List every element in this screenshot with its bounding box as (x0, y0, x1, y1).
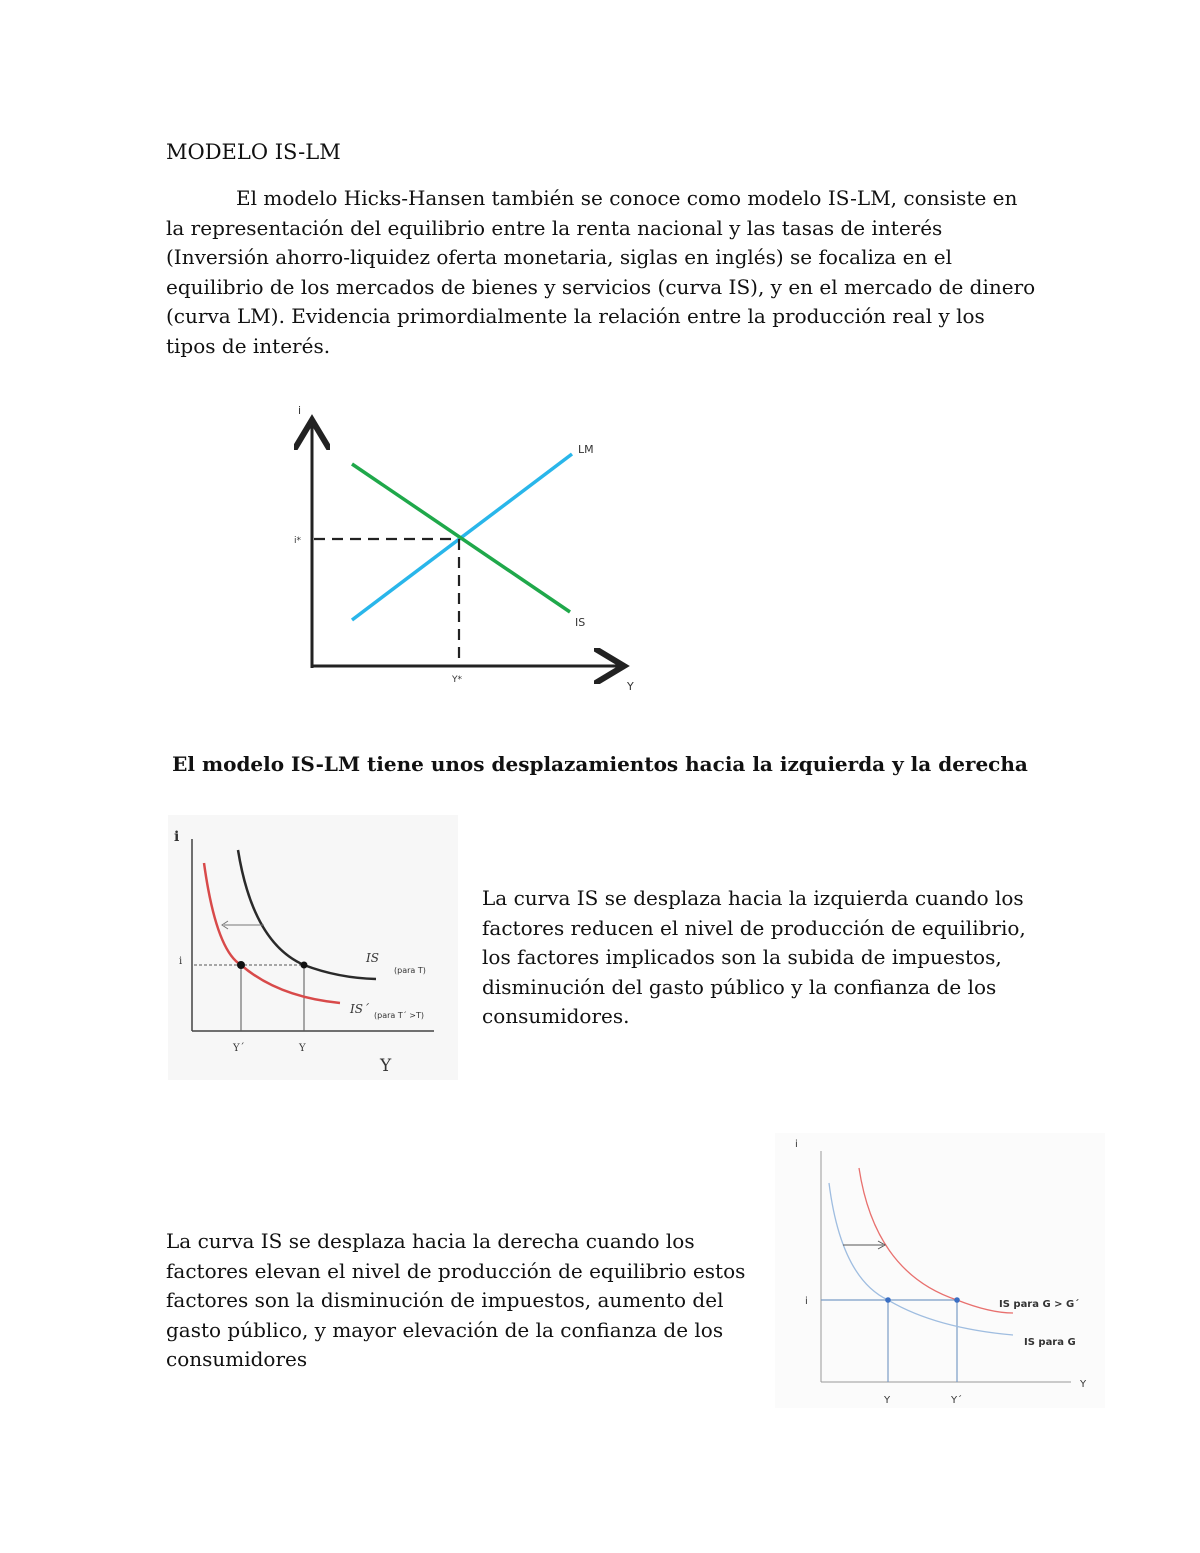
lm-label: LM (578, 443, 594, 456)
is-label: IS (575, 616, 586, 629)
y-prime-tick: Y´ (233, 1043, 245, 1054)
y-prime-tick: Y´ (951, 1395, 963, 1406)
intro-paragraph: El modelo Hicks-Hansen también se conoce como modelo IS-LM, consiste en la representación del equilibrio entre la renta nacional y las tasas de interés (Inversión ahorro-liquidez oferta monetaria, siglas en inglés) se focaliza en el equilibrio de los mercados de bienes y servicios (curva IS), y en el mercado de dinero (curva LM). Evidencia primordialmente la relación entre la producción real y los tipos de interés. (166, 186, 1036, 358)
is-prime-label: IS´ (350, 1002, 369, 1016)
y-axis-label: i (174, 829, 180, 845)
y-star-label: Y* (452, 675, 462, 685)
is-right-shift-chart (775, 1133, 1105, 1408)
left-shift-paragraph: La curva IS se desplaza hacia la izquierda cuando los factores reducen el nivel de producción de equilibrio, los factores implicados son la subida de impuestos, disminución del gasto público y la confianza de los consumidores. (482, 886, 1026, 1028)
right-shift-paragraph: La curva IS se desplaza hacia la derecha cuando los factores elevan el nivel de producción de equilibrio estos factores son la disminución de impuestos, aumento del gasto público, y mayor elevación de la confianza de los consumidores (166, 1229, 746, 1371)
equilibrium-point-g (885, 1297, 891, 1303)
x-axis-label: Y (627, 680, 634, 693)
y-axis-label: i (795, 1139, 798, 1150)
islm-equilibrium-chart (290, 398, 650, 698)
is-g-label: IS para G (1024, 1337, 1076, 1348)
x-axis-label: Y (1080, 1379, 1087, 1390)
page-title: MODELO IS-LM (166, 140, 341, 164)
is-prime-label-note: (para T´ >T) (374, 1011, 424, 1020)
is-curve (352, 464, 570, 612)
y-tick: Y (884, 1395, 891, 1406)
equilibrium-point-original (301, 962, 308, 969)
equilibrium-point-g-greater (954, 1297, 960, 1303)
section-subheading: El modelo IS-LM tiene unos desplazamientos hacia la izquierda y la derecha (172, 752, 1028, 776)
y-tick: Y (299, 1043, 306, 1054)
equilibrium-point-shifted (237, 961, 245, 969)
x-axis-label: Y (380, 1056, 392, 1076)
y-axis-label: i (298, 404, 302, 417)
i-star-label: i* (294, 536, 302, 546)
i-tick-label: i (805, 1296, 808, 1307)
is-label-note: (para T) (394, 966, 426, 975)
is-g-greater-label: IS para G > G´ (999, 1299, 1080, 1310)
i-tick-label: i (179, 956, 183, 967)
is-label: IS (366, 951, 379, 965)
is-left-shift-chart (168, 815, 458, 1080)
